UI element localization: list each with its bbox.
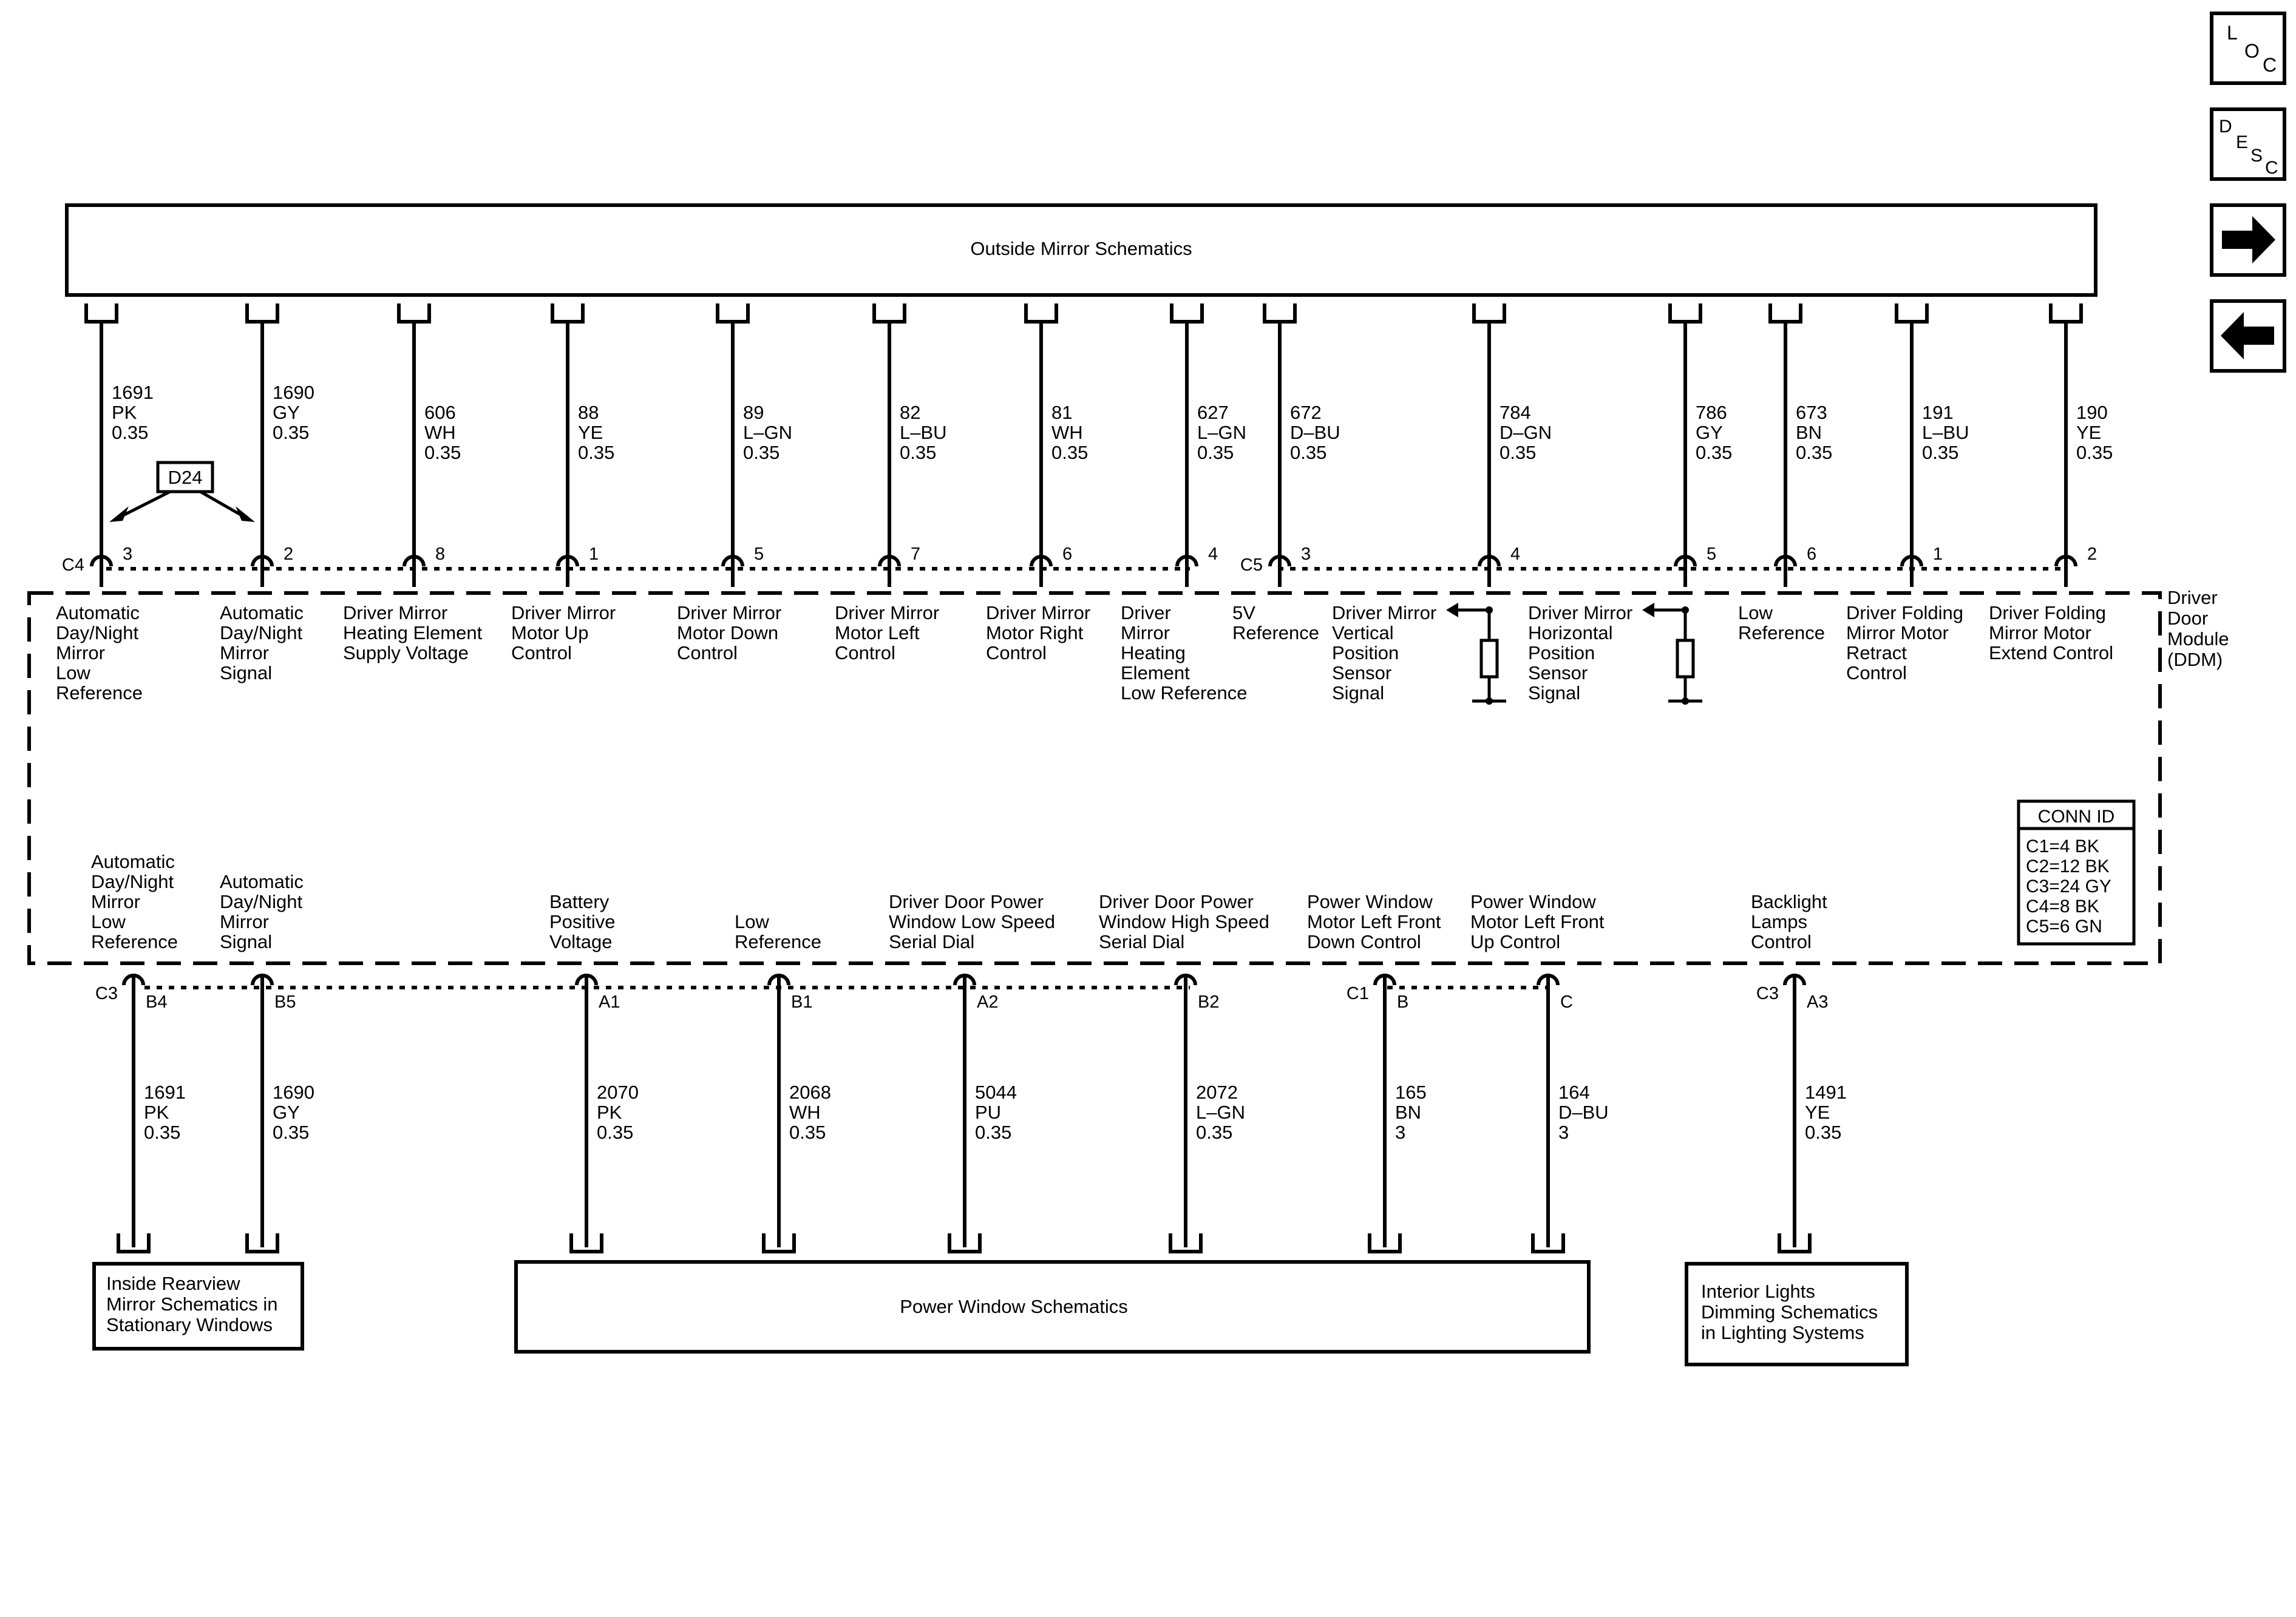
bottom-circuit-8	[1751, 891, 1847, 1252]
top-pin-number-4: 5	[754, 544, 764, 564]
top-wire-spec-3: 88 YE 0.35	[578, 402, 615, 463]
outside-mirror-schematics-label: Outside Mirror Schematics	[970, 238, 1192, 259]
desc-button[interactable]	[2212, 109, 2284, 179]
bottom-pin-number-7: C	[1560, 992, 1573, 1012]
top-circuit-2	[343, 303, 483, 663]
top-circuit-3	[511, 303, 616, 663]
top-wire-spec-9: 784 D–GN 0.35	[1500, 402, 1552, 463]
bottom-connector-id-8: C3	[1756, 984, 1779, 1003]
top-terminal-9	[1474, 303, 1504, 322]
inside-rearview-mirror-label: Inside Rearview Mirror Schematics in Stationary Windows	[106, 1273, 278, 1335]
desc-letter-c: C	[2265, 158, 2278, 178]
top-circuit-10	[1528, 303, 1732, 703]
top-circuit-label-13: Driver Folding Mirror Motor Extend Control	[1989, 602, 2114, 663]
top-circuit-0	[56, 303, 154, 703]
top-connector-id-0: C4	[61, 555, 84, 575]
top-circuit-label-3: Driver Mirror Motor Up Control	[511, 602, 616, 663]
top-wire-spec-4: 89 L–GN 0.35	[743, 402, 792, 463]
bottom-wire-spec-3: 2068 WH 0.35	[789, 1082, 831, 1143]
top-pin-number-7: 4	[1208, 544, 1218, 564]
bottom-wire-spec-8: 1491 YE 0.35	[1805, 1082, 1847, 1143]
bottom-circuit-label-7: Power Window Motor Left Front Up Control	[1470, 891, 1605, 952]
top-terminal-13	[2051, 303, 2081, 322]
bottom-circuit-label-2: Battery Positive Voltage	[549, 891, 616, 952]
top-terminal-0	[86, 303, 117, 322]
bottom-wire-spec-4: 5044 PU 0.35	[975, 1082, 1017, 1143]
bottom-pin-number-5: B2	[1198, 992, 1220, 1012]
top-wire-spec-6: 81 WH 0.35	[1051, 402, 1089, 463]
bottom-circuit-6	[1307, 891, 1441, 1252]
top-pin-number-2: 8	[435, 544, 446, 564]
top-circuit-label-1: Automatic Day/Night Mirror Signal	[220, 602, 304, 683]
top-wire-spec-12: 191 L–BU 0.35	[1922, 402, 1969, 463]
inside-rearview-mirror-link[interactable]	[94, 1264, 302, 1349]
top-pin-number-13: 2	[2087, 544, 2097, 564]
top-terminal-5	[874, 303, 905, 322]
top-wire-spec-8: 672 D–BU 0.35	[1290, 402, 1340, 463]
bottom-circuit-0	[91, 851, 186, 1252]
top-circuit-label-12: Driver Folding Mirror Motor Retract Control	[1846, 602, 1963, 683]
top-terminal-12	[1897, 303, 1927, 322]
top-pin-number-0: 3	[123, 544, 133, 564]
top-circuit-label-7: Driver Mirror Heating Element Low Reference	[1121, 602, 1248, 703]
top-pin-number-1: 2	[284, 544, 294, 564]
bottom-circuit-7	[1470, 891, 1609, 1252]
bottom-pin-number-2: A1	[599, 992, 620, 1012]
previous-page-button[interactable]	[2212, 301, 2284, 371]
top-circuits	[56, 303, 2113, 703]
top-wire-spec-13: 190 YE 0.35	[2076, 402, 2113, 463]
bottom-circuit-label-4: Driver Door Power Window Low Speed Serial Dial	[889, 891, 1055, 952]
top-terminal-1	[247, 303, 277, 322]
d24-label: D24	[168, 467, 203, 488]
top-circuit-label-11: Low Reference	[1738, 602, 1826, 643]
bottom-wire-spec-0: 1691 PK 0.35	[144, 1082, 186, 1143]
top-pin-number-11: 6	[1807, 544, 1817, 564]
bottom-pin-number-1: B5	[274, 992, 296, 1012]
bottom-pin-number-4: A2	[977, 992, 999, 1012]
bottom-circuit-4	[889, 891, 1055, 1252]
bottom-circuit-2	[549, 891, 639, 1252]
top-circuit-label-6: Driver Mirror Motor Right Control	[986, 602, 1091, 663]
bottom-pin-number-3: B1	[791, 992, 813, 1012]
bottom-circuit-label-1: Automatic Day/Night Mirror Signal	[220, 871, 304, 952]
d24-diagnostic-marker	[109, 463, 255, 522]
top-connector-id-8: C5	[1240, 555, 1263, 575]
bottom-circuit-label-6: Power Window Motor Left Front Down Control	[1307, 891, 1441, 952]
top-circuit-label-8: 5V Reference	[1232, 602, 1320, 643]
top-pin-number-8: 3	[1301, 544, 1311, 564]
conn-id-lines: C1=4 BK C2=12 BK C3=24 GY C4=8 BK C5=6 GN	[2026, 836, 2111, 937]
desc-letter-e: E	[2236, 132, 2249, 152]
bottom-wire-spec-5: 2072 L–GN 0.35	[1196, 1082, 1245, 1143]
top-circuit-label-4: Driver Mirror Motor Down Control	[677, 602, 782, 663]
top-pin-number-9: 4	[1510, 544, 1521, 564]
outside-mirror-schematics-link[interactable]	[67, 205, 2096, 295]
top-circuit-label-10: Driver Mirror Horizontal Position Sensor Signal	[1528, 602, 1633, 703]
conn-id-title: CONN ID	[2037, 807, 2115, 827]
bottom-circuit-label-3: Low Reference	[735, 911, 822, 952]
bottom-connector-id-6: C1	[1346, 984, 1369, 1003]
ddm-module-label: Driver Door Module (DDM)	[2167, 587, 2229, 670]
bottom-wire-spec-7: 164 D–BU 3	[1558, 1082, 1609, 1143]
conn-id-legend	[2019, 801, 2134, 944]
vertical-position-sensor-symbol	[1446, 603, 1506, 705]
bottom-pin-number-0: B4	[146, 992, 168, 1012]
power-window-schematics-label: Power Window Schematics	[900, 1296, 1128, 1317]
top-circuit-9	[1332, 303, 1552, 703]
top-circuit-label-0: Automatic Day/Night Mirror Low Reference	[56, 602, 143, 703]
top-wire-spec-2: 606 WH 0.35	[424, 402, 461, 463]
top-circuit-13	[1989, 303, 2113, 663]
top-pin-number-5: 7	[911, 544, 921, 564]
top-pin-number-10: 5	[1707, 544, 1717, 564]
loc-letter-l: L	[2227, 22, 2238, 44]
top-pin-number-12: 1	[1933, 544, 1943, 564]
top-terminal-6	[1026, 303, 1056, 322]
loc-button[interactable]	[2212, 13, 2284, 83]
top-terminal-7	[1172, 303, 1202, 322]
bottom-wire-spec-6: 165 BN 3	[1395, 1082, 1427, 1143]
desc-letter-d: D	[2219, 117, 2232, 137]
top-terminal-8	[1265, 303, 1295, 322]
top-terminal-4	[718, 303, 748, 322]
top-pin-number-6: 6	[1062, 544, 1073, 564]
top-circuit-label-5: Driver Mirror Motor Left Control	[835, 602, 940, 663]
bottom-circuit-5	[1099, 891, 1269, 1252]
bottom-circuit-label-8: Backlight Lamps Control	[1751, 891, 1827, 952]
top-wire-spec-0: 1691 PK 0.35	[112, 382, 154, 443]
top-circuit-5	[835, 303, 947, 663]
interior-lights-dimming-link[interactable]	[1686, 1264, 1907, 1364]
top-terminal-11	[1770, 303, 1801, 322]
top-wire-spec-10: 786 GY 0.35	[1696, 402, 1733, 463]
next-page-button[interactable]	[2212, 205, 2284, 275]
bottom-circuit-1	[220, 871, 314, 1252]
top-terminal-3	[552, 303, 583, 322]
bottom-wire-spec-2: 2070 PK 0.35	[597, 1082, 639, 1143]
top-circuit-6	[986, 303, 1090, 663]
top-circuit-4	[677, 303, 792, 663]
bottom-pin-number-8: A3	[1807, 992, 1829, 1012]
top-circuit-label-9: Driver Mirror Vertical Position Sensor Signal	[1332, 602, 1437, 703]
top-terminal-10	[1670, 303, 1700, 322]
top-terminal-2	[399, 303, 429, 322]
bottom-connector-id-0: C3	[95, 984, 118, 1003]
bottom-wire-spec-1: 1690 GY 0.35	[273, 1082, 314, 1143]
horizontal-position-sensor-symbol	[1642, 603, 1702, 705]
bottom-circuit-label-5: Driver Door Power Window High Speed Serial Dial	[1099, 891, 1269, 952]
top-circuit-1	[220, 303, 314, 683]
power-window-schematics-link[interactable]	[516, 1262, 1589, 1352]
top-circuit-12	[1846, 303, 1969, 683]
top-wire-spec-1: 1690 GY 0.35	[273, 382, 314, 443]
bottom-pin-number-6: B	[1397, 992, 1409, 1012]
top-wire-spec-11: 673 BN 0.35	[1796, 402, 1833, 463]
top-circuit-label-2: Driver Mirror Heating Element Supply Voltage	[343, 602, 483, 663]
top-circuit-7	[1121, 303, 1248, 703]
top-wire-spec-7: 627 L–GN 0.35	[1197, 402, 1246, 463]
top-wire-spec-5: 82 L–BU 0.35	[900, 402, 947, 463]
desc-letter-s: S	[2250, 146, 2263, 166]
loc-letter-o: O	[2244, 40, 2260, 62]
top-pin-number-3: 1	[589, 544, 599, 564]
bottom-circuit-label-0: Automatic Day/Night Mirror Low Reference	[91, 851, 178, 952]
bottom-circuits	[91, 851, 1847, 1252]
loc-letter-c: C	[2263, 54, 2277, 76]
interior-lights-dimming-label: Interior Lights Dimming Schematics in Lighting Systems	[1701, 1281, 1878, 1343]
